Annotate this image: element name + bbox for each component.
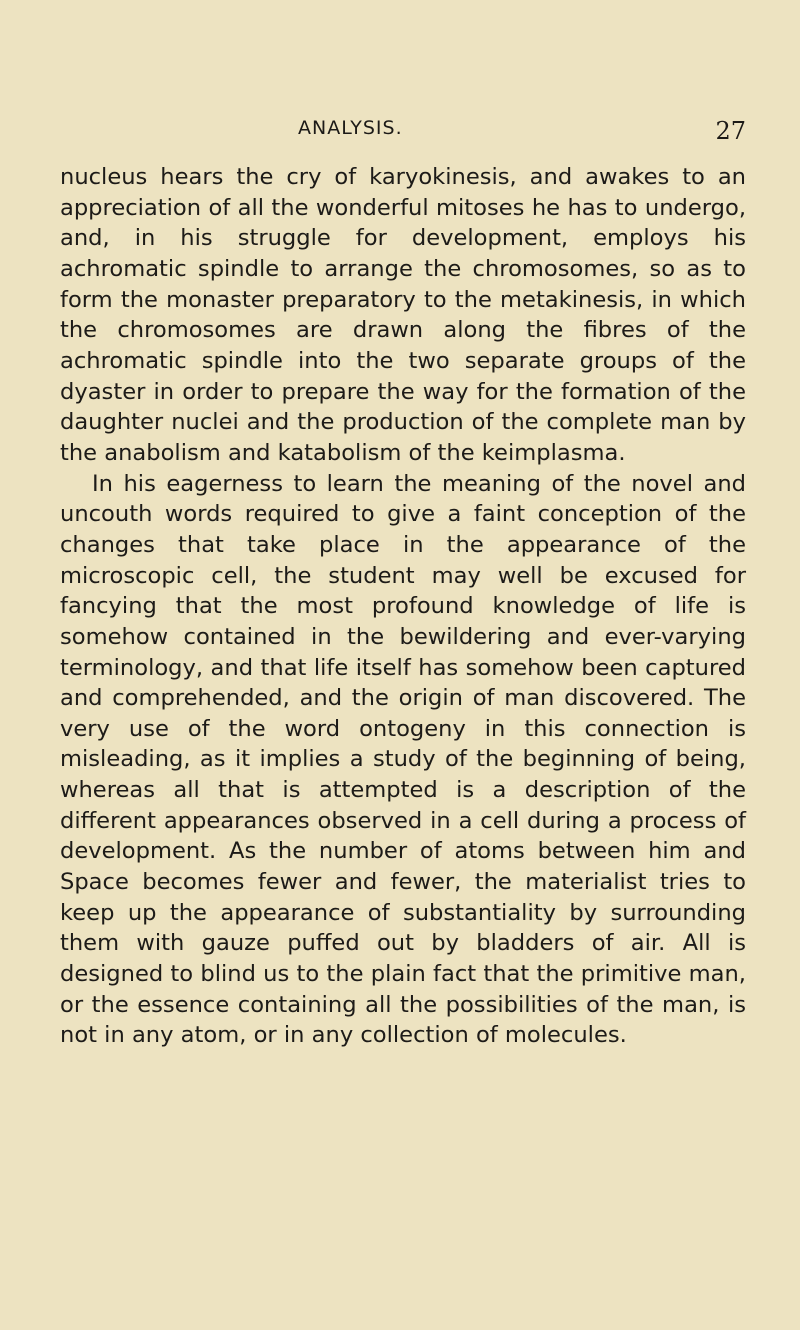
page-number: 27	[715, 117, 746, 145]
paragraph-continued: nucleus hears the cry of karyokinesis, and awakes to an appreciation of all the wonderful mitoses he has to undergo, and, in his struggle for development, employs his achromatic spindle to arrange the chromosomes, so as to form the monaster preparatory to the metakinesis, in which the chromosomes are drawn along the fibres of the achromatic spindle into the two separate groups of the dyaster in order to prepare the way for the formation of the daughter nuclei and the production of the complete man by the anabolism and katabolism of the keimplasma.	[60, 164, 746, 466]
running-head: ANALYSIS.	[298, 117, 403, 139]
body-text	[60, 162, 746, 1051]
page-header	[60, 117, 746, 147]
paragraph: In his eagerness to learn the meaning of the novel and uncouth words required to give a faint conception of the changes that take place in the appearance of the microscopic cell, the student may well be excused for fancying that the most profound knowledge of life is somehow contained in the bewildering and ever-varying terminology, and that life itself has somehow been captured and comprehended, and the origin of man discovered. The very use of the word ontogeny in this connection is misleading, as it implies a study of the beginning of being, whereas all that is attempted is a description of the different appearances observed in a cell during a process of development. As the number of atoms between him and Space becomes fewer and fewer, the materialist tries to keep up the appearance of substantiality by surrounding them with gauze puffed out by bladders of air. All is designed to blind us to the plain fact that the primitive man, or the essence containing all the possibilities of the man, is not in any atom, or in any collection of molecules.	[60, 470, 746, 1049]
